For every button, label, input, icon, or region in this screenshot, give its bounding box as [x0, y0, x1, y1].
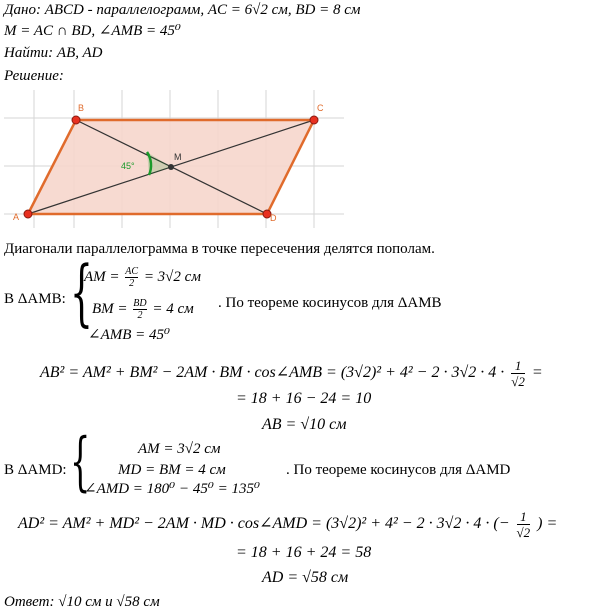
label-d: D	[270, 213, 277, 223]
amb-result: AB = √10 см	[262, 416, 347, 433]
amb-brace: {	[70, 250, 93, 334]
amb-eq-1-frac	[125, 266, 138, 289]
amd-eq-1: AM = 3√2 см	[138, 441, 221, 457]
diagonals-fact: Диагонали параллелограмма в точке пересечения делятся пополам.	[4, 241, 435, 257]
solution-heading: Решение:	[4, 68, 64, 84]
amd-theorem: . По теореме косинусов для ΔAMD	[286, 462, 511, 478]
amb-eq-1-den: 2	[129, 278, 135, 289]
point-a	[24, 210, 32, 218]
amb-eq-1-rhs: = 3√2 см	[143, 268, 201, 285]
parallelogram-figure	[4, 90, 344, 228]
amd-calc-1-frac	[517, 509, 531, 540]
amd-eq-2: MD = BM = 4 см	[118, 462, 226, 478]
amb-calc-1-lhs: AB² = AM² + BM² − 2AM · BM · cos∠AMB = (3√2)² + 4² − 2 · 3√2 · 4 ·	[40, 364, 505, 382]
amb-eq-2-frac	[133, 298, 146, 321]
label-m: M	[174, 152, 182, 162]
label-c: C	[317, 103, 324, 113]
amb-calc-1-frac-den: √2	[511, 374, 525, 389]
amd-calc-1	[18, 509, 557, 540]
amd-brace: {	[70, 425, 91, 499]
label-a: A	[13, 212, 20, 222]
amb-eq-1-num: AC	[125, 266, 139, 277]
amd-calc-1-end: ) =	[537, 515, 558, 533]
amb-calc-1-frac	[511, 358, 525, 389]
amb-eq-3: ∠AMB = 45⁰	[88, 327, 171, 343]
amd-eq-3: ∠AMD = 180⁰ − 45⁰ = 135⁰	[84, 481, 260, 497]
amb-calc-1-frac-num: 1	[511, 358, 525, 374]
amb-eq-2-num: BD	[133, 298, 147, 309]
amb-eq-2-lhs: BM =	[92, 300, 128, 317]
given-line-2: M = AC ∩ BD, ∠AMB = 45⁰	[4, 23, 181, 39]
amd-calc-1-lhs: AD² = AM² + MD² − 2AM · MD · cos∠AMD = (3√2)² + 4² − 2 · 3√2 · 4 · (−	[18, 515, 510, 533]
amb-prefix: В ΔAMB:	[4, 291, 66, 307]
amb-calc-1-end: =	[531, 364, 543, 382]
amb-eq-2-rhs: = 4 см	[152, 300, 194, 317]
label-b: B	[78, 103, 85, 113]
amb-eq-1-lhs: AM =	[84, 268, 120, 285]
amd-calc-1-frac-den: √2	[516, 525, 531, 540]
given-line-1: Дано: ABCD - параллелограмм, AC = 6√2 см, BD = 8 см	[4, 2, 361, 18]
amb-eq-1	[84, 266, 201, 289]
amd-prefix: В ΔAMD:	[4, 462, 67, 478]
find-line: Найти: AB, AD	[4, 45, 103, 61]
amb-eq-2	[92, 298, 194, 321]
amd-calc-1-frac-num: 1	[517, 509, 531, 525]
point-b	[72, 116, 80, 124]
amd-result: AD = √58 см	[262, 569, 349, 586]
amb-eq-2-den: 2	[137, 310, 143, 321]
amb-theorem: . По теореме косинусов для ΔAMB	[218, 295, 442, 311]
answer-line: Ответ: √10 см и √58 см	[4, 594, 160, 610]
amb-calc-2: = 18 + 16 − 24 = 10	[236, 390, 372, 407]
point-m	[168, 164, 174, 170]
amb-calc-1	[40, 358, 543, 389]
angle-label: 45°	[121, 161, 135, 171]
amd-calc-2: = 18 + 16 + 24 = 58	[236, 544, 372, 561]
point-c	[310, 116, 318, 124]
